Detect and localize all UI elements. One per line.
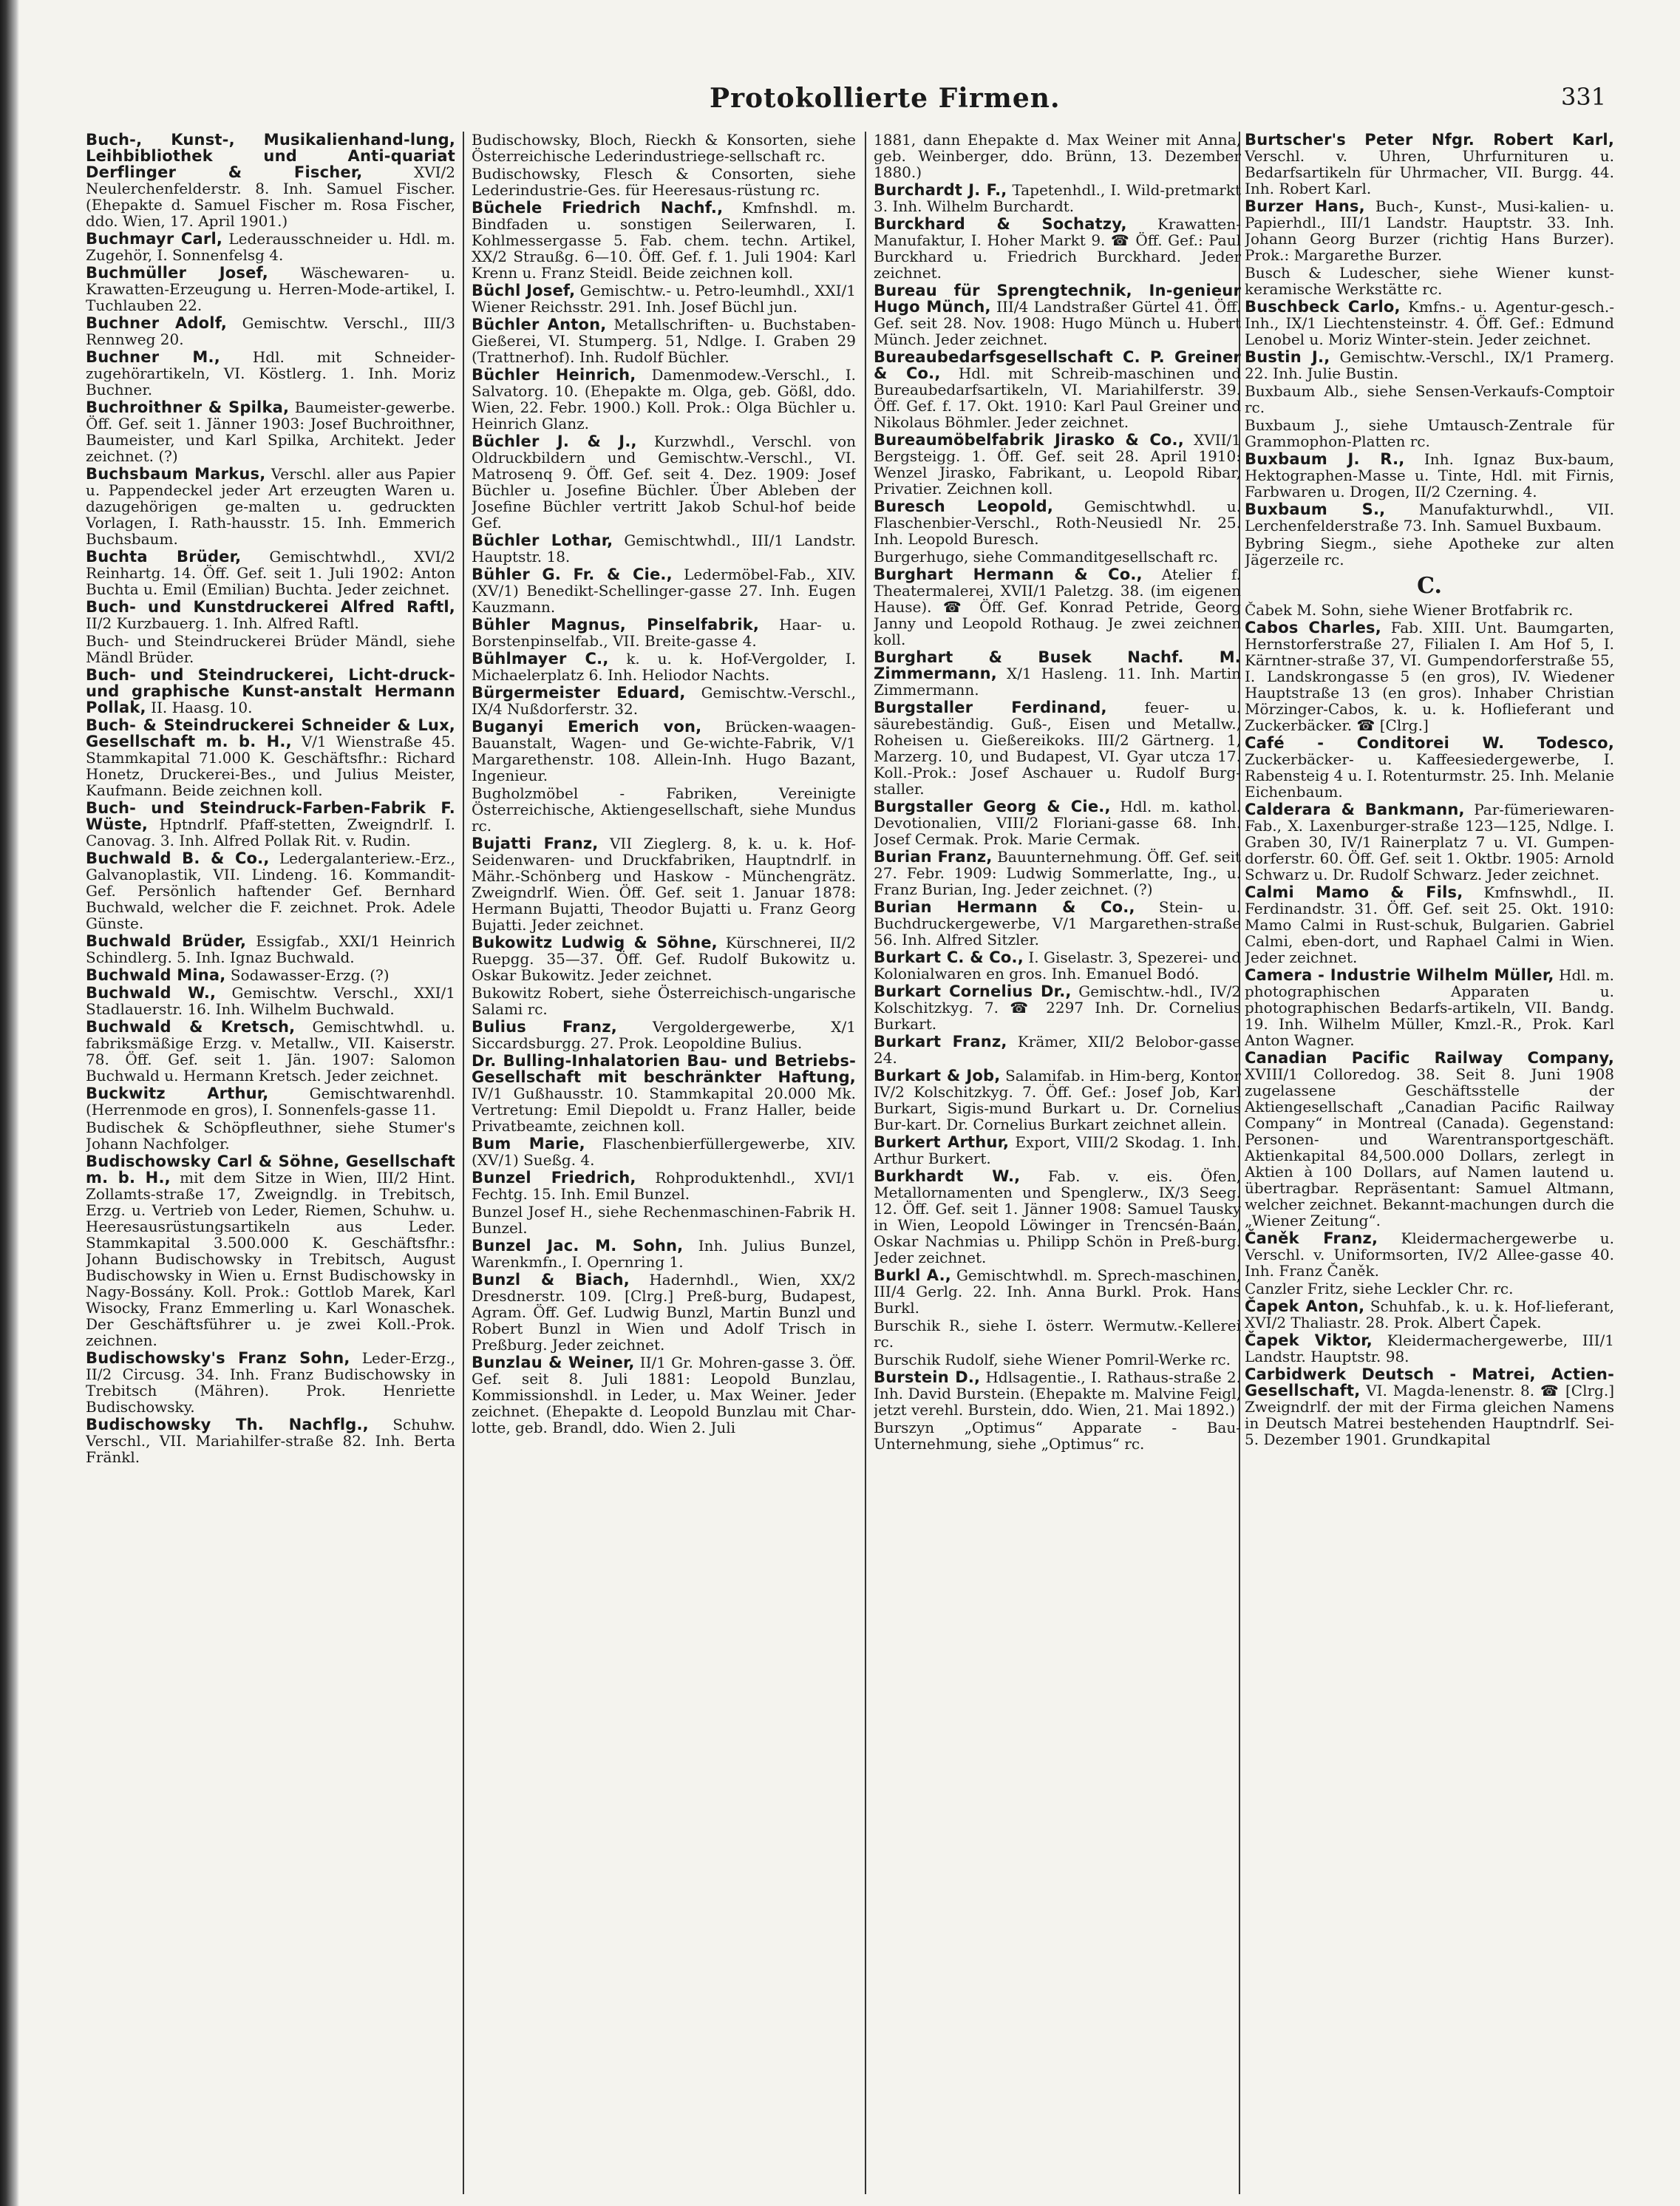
entry-text: Rohproduktenhdl., XVI/1 Fechtg. 15. Inh. Emil Bunzel. [472,1169,856,1203]
entry-text: Par-fümeriewaren-Fab., X. Laxenburger-straße 123—125, Ndlge. I. Graben 30, IV/1 Rainerplatz 7 u. VI. Gumpen-dorferstr. 60. Öff. Gef. seit 1. Oktbr. 1905: Arnold Schwarz u. Dr. Rudolf Schwarz. Jeder zeichnet. [1245,801,1614,883]
firm-entry [874,216,1241,281]
firm-name: Bunzel Friedrich, [472,1169,636,1187]
entry-text: Bunzel Josef H., siehe Rechenmaschinen-Fabrik H. Bunzel. [472,1203,856,1237]
firm-entry [472,685,856,717]
firm-entry [874,1267,1241,1316]
entry-text: II/1 Gr. Mohren-gasse 3. Öff. Gef. seit 8. Juli 1881: Leopold Bunzlau, Kommissionshdl. in Leder, u. Max Weiner. Jeder zeichnet. (Ehepakte d. Leopold Bunzlau mit Char-lotte, geb. Brandl, ddo. Wien 2. Juli [472,1354,856,1436]
firm-entry [874,1134,1241,1167]
entry-text: Hdl. m. photographischen Apparaten u. photographischen Bedarfs-artikeln, VII. Bandg. 19. Inh. Wilhelm Müller, Kmzl.-R., Prok. Karl Anton Wagner. [1245,966,1614,1049]
firm-name: Budischowsky Carl & Söhne, Gesellschaft m. b. H., [86,1153,455,1187]
firm-entry [1245,451,1614,500]
entry-text: Buch- und Steindruckerei Brüder Mändl, siehe Mändl Brüder. [86,632,455,666]
firm-name: Budischowsky Th. Nachflg., [86,1416,369,1433]
firm-entry [874,349,1241,430]
firm-entry [86,1119,455,1152]
entry-text: Atelier f. Theatermalerei, XVII/1 Paletzg. 38. (im eigenen Hause). ☎ Öff. Gef. Konrad Petride, Georg Janny und Leopold Rothaug. Je zwei zeichnen koll. [874,566,1241,648]
firm-name: Buch- & Steindruckerei Schneider & Lux, Gesellschaft m. b. H., [86,716,455,750]
entry-text: Baumeister-gewerbe. Öff. Gef. seit 1. Jänner 1903: Josef Buchroithner, Baumeister, und Karl Spilka, Architekt. Jeder zeichnet. (?) [86,398,455,465]
entry-text: Tapetenhdl., I. Wild-pretmarkt 3. Inh. Wilhelm Burchardt. [874,181,1241,215]
firm-entry [874,566,1241,648]
entry-text: Kurzwhdl., Verschl. von Oldruckbildern und Gemischtw.-Verschl., VI. Matrosenq 9. Öff. Gef. seit 4. Dez. 1909: Josef Büchler u. Josefine Büchler. Über Ableben der Josefine Büchler vertritt Jakob Schul-hof beide Gef. [472,432,856,532]
firm-name: Bureau für Sprengtechnik, In-genieur Hugo Münch, [874,282,1241,316]
firm-entry [472,1238,856,1270]
entry-text: Kleidermachergewerbe, III/1 Landstr. Hauptstr. 98. [1245,1331,1614,1365]
firm-name: Buschbeck Carlo, [1245,298,1401,316]
firm-entry [472,651,856,683]
firm-entry [874,699,1241,797]
firm-name: Buch-, Kunst-, Musikalienhand-lung, Leihbibliothek und Anti-quariat Derflinger & Fischer, [86,132,455,181]
firm-name: Buchmüller Josef, [86,264,268,282]
firm-entry [874,983,1241,1032]
entry-text: Metallschriften- u. Buchstaben-Gießerei, VI. Stumperg. 51, Ndlge. I. Graben 29 (Trattnerhof). Inh. Rudolf Büchler. [472,316,856,366]
entry-text: Kmfnshdl. m. Bindfaden u. sonstigen Seilerwaren, I. Kohlmessergasse 5. Fab. chem. techn. Artikel, XX/2 Straußg. 6—10. Öff. Gef. f. 1. Juli 1904: Karl Krenn u. Franz Steidl. Beide zeichnen koll. [472,199,856,282]
entry-text: Buxbaum Alb., siehe Sensen-Verkaufs-Comptoir rc. [1245,382,1614,416]
entry-text: XVIII/1 Colloredog. 38. Seit 8. Juni 1908 zugelassene Geschäftsstelle der Aktiengesellschaft „Canadian Pacific Railway Company“ in Montreal (Canada). Gegenstand: Personen- und Warentransportgeschäft. Aktienkapital 84,500.000 Dollars, zerlegt in Aktien à 100 Dollars, auf Namen lautend u. übertragbar. Repräsentant: Samuel Altmann, welcher zeichnet. Bekannt-machungen durch die „Wiener Zeitung“. [1245,1065,1614,1229]
entry-text: Export, VIII/2 Skodag. 1. Inh. Arthur Burkert. [874,1133,1241,1167]
entry-text: Brücken-waagen-Bauanstalt, Wagen- und Ge-wichte-Fabrik, V/1 Margarethenstr. 108. Allein-Inh. Hugo Bazant, Ingenieur. [472,718,856,784]
firm-name: Burkart & Job, [874,1067,1001,1085]
firm-entry [472,433,856,531]
firm-entry [874,432,1241,497]
entry-text: II/2 Kurzbauerg. 1. Inh. Alfred Raftl. [86,614,359,632]
firm-entry [874,899,1241,948]
firm-name: Bunzlau & Weiner, [472,1354,635,1371]
firm-name: Buch- und Steindruck-Farben-Fabrik F. Wüste, [86,799,455,833]
entry-text: feuer- u. säurebeständig. Guß-, Eisen und Metallw., Roheisen u. Gießereikoks. III/2 Gärtnerg. 1, Marzerg. 10, und Budapest, VI. Gyar utcza 17. Koll.-Prok.: Josef Aschauer u. Rudolf Burg-staller. [874,699,1241,798]
firm-name: Büchele Friedrich Nachf., [472,199,724,217]
entry-text: Canzler Fritz, siehe Leckler Chr. rc. [1245,1280,1514,1297]
firm-entry [1245,967,1614,1048]
entry-text: Budischek & Schöpfleuthner, siehe Stumer's Johann Nachfolger. [86,1119,455,1153]
firm-entry [1245,265,1614,297]
firm-entry [86,667,455,716]
firm-entry [1245,501,1614,534]
firm-name: Calmi Mamo & Fils, [1245,883,1463,901]
firm-entry [472,132,856,164]
firm-name: Burkl A., [874,1266,951,1284]
entry-text: Schuhfab., k. u. k. Hof-lieferant, XVI/2 Thaliastr. 28. Prok. Albert Čapek. [1245,1297,1614,1331]
firm-name: Buganyi Emerich von, [472,718,702,736]
firm-name: Buchner Adolf, [86,314,228,332]
firm-entry [874,498,1241,547]
firm-entry [472,719,856,784]
firm-name: Bustin J., [1245,348,1330,366]
firm-entry [874,849,1241,897]
firm-entry [874,1369,1241,1418]
firm-name: Burstein D., [874,1368,981,1386]
firm-entry [472,200,856,281]
firm-name: Bum Marie, [472,1135,585,1153]
firm-entry [472,1204,856,1236]
entry-text: II. Haasg. 10. [151,699,253,716]
firm-entry [472,617,856,649]
firm-name: Bürgermeister Eduard, [472,684,686,702]
firm-entry [86,349,455,398]
firm-entry [86,1350,455,1415]
entry-text: Gemischtwhdl. u. fabriksmäßige Erzg. v. Metallw., VII. Kaiserstr. 78. Öff. Gef. seit 1. Jän. 1907: Salomon Buchwald u. Hermann Kretsch. Jeder zeichnet. [86,1018,455,1085]
firm-name: Burghart Hermann & Co., [874,566,1143,583]
firm-entry [1245,1050,1614,1229]
entry-text: Schuhw. Verschl., VII. Mariahilfer-straße 82. Inh. Berta Fränkl. [86,1416,455,1466]
firm-name: Bunzel Jac. M. Sohn, [472,1237,684,1255]
entry-text: IV/1 Gußhausstr. 10. Stammkapital 20.000 Mk. Vertretung: Emil Diepoldt u. Franz Haller, beide Privatbeamte, zeichnen koll. [472,1085,856,1135]
firm-name: Bureaumöbelfabrik Jirasko & Co., [874,431,1184,449]
entry-text: Bybring Siegm., siehe Apotheke zur alten Jägerzeile rc. [1245,534,1614,569]
entry-text: Fab. v. eis. Öfen, Metallornamenten und Spenglerw., IX/3 Seeg. 12. Öff. Gef. seit 1. Jänner 1908: Samuel Tausky in Wien, Leopold Löwinger in Trencsén-Baán, Oskar Nachmias u. Philipp Schön in Preß-burg. Jeder zeichnet. [874,1167,1241,1266]
firm-entry [472,566,856,615]
firm-name: Buckwitz Arthur, [86,1085,269,1102]
entry-text: Leder-Erzg., II/2 Circusg. 34. Inh. Franz Budischowsky in Trebitsch (Mähren). Prok. Henriette Budischowsky. [86,1349,455,1416]
firm-entry [86,800,455,849]
entry-text: Hdl. m. kathol. Devotionalien, VIII/2 Floriani-gasse 68. Inh. Josef Cermak. Prok. Marie Cermak. [874,798,1241,848]
entry-text: Buxbaum J., siehe Umtausch-Zentrale für Grammophon-Platten rc. [1245,416,1614,450]
firm-name: Čapek Viktor, [1245,1331,1373,1349]
entry-text: Gemischtw. Verschl., III/3 Rennweg 20. [86,314,455,348]
firm-entry [874,949,1241,982]
column-4 [1245,132,1614,2194]
column-1 [86,132,455,2194]
firm-name: Budischowsky's Franz Sohn, [86,1349,350,1367]
firm-name: Burgstaller Ferdinand, [874,699,1107,716]
firm-name: Bühler G. Fr. & Cie., [472,566,673,583]
entry-text: 1881, dann Ehepakte d. Max Weiner mit Anna, geb. Weinberger, ddo. Brünn, 13. Dezember 1880.) [874,132,1241,181]
firm-entry [874,798,1241,847]
page-header [0,83,1680,127]
entry-text: Burschik R., siehe I. österr. Wermutw.-Kellerei rc. [874,1317,1241,1351]
firm-name: Bujatti Franz, [472,835,599,852]
firm-entry [874,1168,1241,1266]
entry-text: Buch-, Kunst-, Musi-kalien- u. Papierhdl., III/1 Landstr. Hauptstr. 33. Inh. Johann Georg Burzer (richtig Hans Burzer). Prok.: Margarethe Burzer. [1245,197,1614,264]
firm-name: Burkhardt W., [874,1167,1021,1185]
directory-columns [0,132,1680,2194]
firm-name: Büchler J. & J., [472,432,637,450]
firm-entry [1245,132,1614,197]
firm-entry [1245,602,1614,618]
firm-entry [874,549,1241,565]
entry-text: III/4 Landstraßer Gürtel 41. Öff. Gef. seit 28. Nov. 1908: Hugo Münch u. Hubert Münch. Jeder zeichnet. [874,298,1241,348]
entry-text: Gemischtw.-Verschl., IX/4 Nußdorferstr. 32. [472,684,856,718]
entry-text: VI. Magda-lenenstr. 8. ☎ [Clrg.] Zweigndrlf. der mit der Firma gleichen Namens in Deutsch Matrei bestehenden Hauptndrlf. Sei-5. Dezember 1901. Grundkapital [1245,1382,1614,1448]
entry-text: Hdl. mit Schneider-zugehörartikeln, VI. Köstlerg. 1. Inh. Moriz Buchner. [86,348,455,398]
firm-entry [472,316,856,365]
entry-text: Sodawasser-Erzg. (?) [230,966,390,984]
firm-name: Canadian Pacific Railway Company, [1245,1049,1614,1067]
firm-name: Buchwald & Kretsch, [86,1018,296,1036]
firm-entry [86,265,455,313]
firm-entry [1245,1298,1614,1331]
firm-entry [472,367,856,432]
entry-text: V/1 Wienstraße 45. Stammkapital 71.000 K. Geschäftsfhr.: Richard Honetz, Druckerei-Bes., und Julius Meister, Kaufmann. Beide zeichnen koll. [86,733,455,799]
column-3 [874,132,1241,2194]
firm-name: Buchwald Brüder, [86,932,247,950]
firm-entry [1245,299,1614,347]
firm-name: Bühlmayer C., [472,650,609,668]
entry-text: Gemischtwhdl., XVI/2 Reinhartg. 14. Öff. Gef. seit 1. Juli 1902: Anton Buchta u. Emil (Emilian) Buchta. Jeder zeichnet. [86,548,455,598]
entry-text: Gemischtwhdl. u. Flaschenbier-Verschl., Roth-Neusiedl Nr. 25. Inh. Leopold Buresch. [874,498,1241,548]
firm-entry [472,1272,856,1353]
firm-name: Burchardt J. F., [874,181,1007,199]
firm-entry [86,599,455,631]
firm-name: Buch- und Kunstdruckerei Alfred Raftl, [86,598,455,616]
firm-entry [1245,884,1614,965]
firm-entry [1245,620,1614,733]
firm-entry [874,282,1241,347]
firm-entry [1245,1366,1614,1448]
firm-entry [86,633,455,665]
firm-entry [472,1170,856,1202]
firm-name: Buchmayr Carl, [86,230,223,248]
entry-text: Krämer, XII/2 Belobor-gasse 24. [874,1033,1241,1067]
entry-text: Inh. Julius Bunzel, Warenkmfn., I. Opernring 1. [472,1237,856,1271]
entry-text: Gemischtwarenhdl. (Herrenmode en gros), I. Sonnenfels-gasse 11. [86,1085,455,1119]
page-number: 331 [1561,83,1607,111]
firm-entry [86,1153,455,1348]
entry-text: Budischowsky, Flesch & Consorten, siehe Lederindustrie-Ges. für Heeresaus-rüstung rc. [472,165,856,199]
firm-entry [874,1419,1241,1452]
firm-name: Büchler Lothar, [472,532,613,549]
firm-name: Buxbaum J. R., [1245,450,1405,468]
entry-text: XVI/2 Neulerchenfelderstr. 8. Inh. Samuel Fischer. (Ehepakte d. Samuel Fischer m. Rosa Fischer, ddo. Wien, 17. April 1901.) [86,163,455,230]
firm-name: Burkart Franz, [874,1033,1007,1051]
entry-text: Bukowitz Robert, siehe Österreichisch-ungarische Salami rc. [472,984,856,1018]
entry-text: Verschl. v. Uhren, Uhrfurnituren u. Bedarfsartikeln für Uhrmacher, VII. Burgg. 44. Inh. Robert Karl. [1245,147,1614,197]
entry-text: Hadernhdl., Wien, XX/2 Dresdnerstr. 109. [Clrg.] Preß-burg, Budapest, Agram. Öff. Gef. Ludwig Bunzl, Martin Bunzl und Robert Bunzl in Wien und Adolf Trisch in Preßburg. Jeder zeichnet. [472,1271,856,1354]
firm-name: Buch- und Steindruckerei, Licht-druck- und graphische Kunst-anstalt Hermann Pollak, [86,666,455,716]
firm-name: Bureaubedarfsgesellschaft C. P. Greiner & Co., [874,348,1241,382]
entry-text: k. u. k. Hof-Vergolder, I. Michaelerplatz 6. Inh. Heliodor Nachts. [472,650,856,684]
firm-name: Bühler Magnus, Pinselfabrik, [472,616,760,634]
firm-entry [1245,1280,1614,1297]
firm-entry [472,1053,856,1134]
entry-text: Fab. XIII. Unt. Baumgarten, Hernstorferstraße 27, Filialen I. Am Hof 5, I. Kärntner-straße 37, VI. Gumpendorferstraße 55, I. Landskrongasse 5 (en gros), IV. Wiedener Hauptstraße 13 (en gros). Inhaber Christian Mörzinger-Cabos, k. u. k. Hoflieferant und Zuckerbäcker. ☎ [Clrg.] [1245,619,1614,734]
firm-entry [86,967,455,983]
firm-entry [874,1034,1241,1066]
entry-text: Gemischtw.- u. Petro-leumhdl., XXI/1 Wiener Reichsstr. 291. Inh. Josef Büchl jun. [472,282,856,316]
entry-text: Manufakturwhdl., VII. Lerchenfelderstraße 73. Inh. Samuel Buxbaum. [1245,500,1614,534]
firm-entry [1245,735,1614,800]
entry-text: Vergoldergewerbe, X/1 Siccardsburgg. 27. Prok. Leopoldine Bulius. [472,1018,856,1052]
entry-text: Gemischtwhdl., III/1 Landstr. Hauptstr. 18. [472,532,856,566]
firm-entry [472,985,856,1017]
firm-name: Burkart C. & Co., [874,948,1024,966]
firm-name: Camera - Industrie Wilhelm Müller, [1245,966,1554,984]
entry-text: Wäschewaren- u. Krawatten-Erzeugung u. Herren-Mode-artikel, I. Tuchlauben 22. [86,264,455,314]
firm-name: Calderara & Bankmann, [1245,801,1465,818]
entry-text: X/1 Hasleng. 11. Inh. Martin Zimmermann. [874,665,1241,699]
firm-name: Buchroithner & Spilka, [86,398,290,416]
firm-name: Bunzl & Biach, [472,1271,630,1289]
firm-name: Buchsbaum Markus, [86,465,266,483]
firm-entry [472,785,856,834]
firm-name: Buresch Leopold, [874,498,1054,515]
firm-entry [874,1317,1241,1350]
entry-text: Kleidermachergewerbe u. Verschl. v. Uniformsorten, IV/2 Allee-gasse 40. Inh. Franz Čaněk. [1245,1229,1614,1280]
firm-name: Čapek Anton, [1245,1297,1365,1315]
entry-text: Busch & Ludescher, siehe Wiener kunst-keramische Werkstätte rc. [1245,264,1614,298]
entry-text: XVII/1 Bergsteigg. 1. Öff. Gef. seit 28. April 1910: Wenzel Jirasko, Fabrikant, u. Leopold Ribar, Privatier. Zeichnen koll. [874,431,1241,498]
firm-name: Burtscher's Peter Nfgr. Robert Karl, [1245,132,1614,149]
firm-name: Burian Hermann & Co., [874,898,1135,916]
firm-name: Buchner M., [86,348,220,366]
entry-text: Burgerhugo, siehe Commanditgesellschaft rc. [874,548,1219,566]
entry-text: Gemischtwhdl. m. Sprech-maschinen, III/4 Gerlg. 22. Inh. Anna Burkl. Prok. Hans Burkl. [874,1266,1241,1317]
entry-text: Bauunternehmung. Öff. Gef. seit 27. Febr. 1909: Ludwig Sommerlatte, Ing., u. Franz Burian, Ing. Jeder zeichnet. (?) [874,848,1241,898]
entry-text: Zuckerbäcker- u. Kaffeesiedergewerbe, I. Rabensteig 4 u. I. Rotenturmstr. 25. Inh. Melanie Eichenbaum. [1245,750,1614,801]
firm-name: Buchwald W., [86,984,217,1002]
entry-text: Čabek M. Sohn, siehe Wiener Brotfabrik rc. [1245,601,1574,619]
entry-text: Hdl. mit Schreib-maschinen und Bureaubedarfsartikeln, VI. Mariahilferstr. 39. Öff. Gef. f. 17. Okt. 1910: Karl Paul Greiner und Nikolaus Böhmler. Jeder zeichnet. [874,364,1241,431]
firm-name: Buchta Brüder, [86,548,242,566]
firm-entry [472,282,856,315]
firm-entry [874,1068,1241,1133]
firm-entry [874,1351,1241,1368]
firm-entry [1245,417,1614,449]
firm-entry [1245,535,1614,568]
entry-text: Burschik Rudolf, siehe Wiener Pomril-Werke rc. [874,1351,1231,1368]
firm-name: Bukowitz Ludwig & Söhne, [472,934,718,951]
firm-entry [86,549,455,597]
entry-text: Burszyn „Optimus“ Apparate - Bau-Unternehmung, siehe „Optimus“ rc. [874,1419,1241,1453]
firm-entry [472,1136,856,1168]
entry-text: I. Giselastr. 3, Spezerei- und Kolonialwaren en gros. Inh. Emanuel Bodó. [874,948,1241,982]
entry-text: Gemischtw.-Verschl., IX/1 Pramerg. 22. Inh. Julie Bustin. [1245,348,1614,382]
firm-entry [874,649,1241,698]
firm-entry [472,1019,856,1051]
firm-name: Cabos Charles, [1245,619,1381,637]
firm-name: Büchl Josef, [472,282,576,299]
entry-text: Kmfns.- u. Agentur-gesch.-Inh., IX/1 Liechtensteinstr. 4. Öff. Gef.: Edmund Lenobel u. Moriz Winter-stein. Jeder zeichnet. [1245,298,1614,348]
entry-text: Hptndrlf. Pfaff-stetten, Zweigndrlf. I. Canovag. 3. Inh. Alfred Pollak Rit. v. Rudin. [86,815,455,849]
entry-text: Hdlsagentie., I. Rathaus-straße 2. Inh. David Burstein. (Ehepakte m. Malvine Feigl, jetzt verehl. Burstein, ddo. Wien, 21. Mai 1892.) [874,1368,1241,1419]
firm-entry [1245,1332,1614,1365]
firm-name: Burckhard & Sochatzy, [874,215,1127,233]
firm-entry [1245,1230,1614,1279]
firm-entry [86,717,455,798]
firm-name: Büchler Heinrich, [472,366,636,384]
entry-text: Stein- u. Buchdruckergewerbe, V/1 Margarethen-straße 56. Inh. Alfred Sitzler. [874,898,1241,948]
firm-entry [86,132,455,229]
firm-name: Dr. Bulling-Inhalatorien Bau- und Betriebs-Gesellschaft mit beschränkter Haftung, [472,1052,856,1086]
firm-entry [86,1416,455,1465]
firm-name: Café - Conditorei W. Todesco, [1245,734,1614,752]
firm-name: Čaněk Franz, [1245,1229,1378,1247]
entry-text: Salamifab. in Him-berg, Kontor IV/2 Kolschitzkyg. 7. Öff. Gef.: Josef Job, Karl Burkart, Sigis-mund Burkart u. Dr. Cornelius Bur-kart. Dr. Cornelius Burkart zeichnet allein. [874,1067,1241,1133]
firm-entry [472,1354,856,1436]
firm-name: Buxbaum S., [1245,500,1386,518]
section-letter: C. [1417,573,1442,599]
entry-text: Ledergalanteriew.-Erz., Galvanoplastik, VII. Lindeng. 16. Kommandit-Gef. Persönlich haftender Gef. Bernhard Buchwald, welcher die F. zeichnet. Prok. Adele Günste. [86,849,455,932]
firm-entry [472,934,856,983]
entry-text: Bugholzmöbel - Fabriken, Vereinigte Österreichische, Aktiengesellschaft, siehe Mundus rc. [472,784,856,835]
firm-name: Buchwald Mina, [86,966,226,984]
firm-entry [1245,198,1614,263]
entry-text: Kmfnswhdl., II. Ferdinandstr. 31. Öff. Gef. seit 25. Okt. 1910: Mamo Calmi in Rust-schuk, Bulgarien. Gabriel Calmi, eben-dort, und Raphael Calmi in Wien. Jeder zeichnet. [1245,883,1614,966]
column-2 [472,132,856,2194]
firm-entry [1245,349,1614,381]
firm-entry [86,399,455,464]
entry-text: Inh. Ignaz Bux-baum, Hektographen-Masse u. Tinte, Hdl. mit Firnis, Farbwaren u. Drogen, II/2 Czerning. 4. [1245,450,1614,500]
entry-text: Flaschenbierfüllergewerbe, XIV. (XV/1) Sueßg. 4. [472,1135,856,1169]
firm-entry [86,1085,455,1118]
firm-entry [86,315,455,347]
entry-text: Ledermöbel-Fab., XIV. (XV/1) Benedikt-Schellinger-gasse 27. Inh. Eugen Kauzmann. [472,566,856,616]
firm-entry [86,231,455,263]
firm-name: Büchler Anton, [472,316,607,333]
firm-entry [874,132,1241,180]
firm-entry [1245,383,1614,415]
entry-text: Krawatten-Manufaktur, I. Hoher Markt 9. ☎ Öff. Gef.: Paul Burckhard u. Friedrich Burckhard. Jeder zeichnet. [874,215,1241,282]
firm-entry [1245,801,1614,883]
entry-text: Lederausschneider u. Hdl. m. Zugehör, I. Sonnenfelsg 4. [86,230,455,264]
entry-text: Budischowsky, Bloch, Rieckh & Konsorten, siehe Österreichische Lederindustriege-sellschaft rc. [472,132,856,165]
firm-entry [874,182,1241,214]
firm-name: Burghart & Busek Nachf. M. Zimmermann, [874,648,1241,682]
firm-name: Buchwald B. & Co., [86,849,270,867]
entry-text: mit dem Sitze in Wien, III/2 Hint. Zollamts-straße 17, Zweigndlg. in Trebitsch, Erzg. u. Vertrieb von Leder, Riemen, Schuhw. u. Heeresausrüstungsartikeln aus Leder. Stammkapital 3.500.000 K. Geschäftsfhr.: Johann Budischowsky in Trebitsch, August Budischowsky in Wien u. Ernst Budischowsky in Nagy-Bossány. Koll. Prok.: Gottlob Marek, Karl Wisocky, Franz Emmerling u. Karl Wonaschek. Der Geschäftsführer u. je zwei Koll.-Prok. zeichnen. [86,1169,455,1349]
firm-entry [86,1019,455,1084]
entry-text: Verschl. aller aus Papier u. Pappendeckel jeder Art erzeugten Waren u. dazugehörigen ge-malten u. gedruckten Vorlagen, I. Rath-hausstr. 15. Inh. Emmerich Buchsbaum. [86,465,455,548]
entry-text: VII Zieglerg. 8, k. u. k. Hof-Seidenwaren- und Druckfabriken, Hauptndrlf. in Mähr.-Schönberg und Haskow - Münchengrätz. Zweigndrlf. Wien. Öff. Gef. seit 1. Januar 1878: Hermann Bujatti, Theodor Bujatti u. Franz Georg Bujatti. Jeder zeichnet. [472,835,856,934]
firm-entry [472,532,856,565]
firm-entry [86,466,455,547]
firm-entry [86,850,455,931]
entry-text: Kürschnerei, II/2 Ruepgg. 35—37. Öff. Gef. Rudolf Bukowitz u. Oskar Bukowitz. Jeder zeichnet. [472,934,856,984]
firm-name: Burian Franz, [874,848,993,866]
firm-entry [86,985,455,1017]
firm-name: Burgstaller Georg & Cie., [874,798,1111,815]
firm-entry [472,835,856,933]
entry-text: Damenmodew.-Verschl., I. Salvatorg. 10. (Ehepakte m. Olga, geb. Gößl, ddo. Wien, 22. Febr. 1900.) Koll. Prok.: Olga Büchler u. Heinrich Glanz. [472,366,856,432]
firm-name: Burkert Arthur, [874,1133,1010,1151]
firm-entry [86,933,455,965]
running-title: Protokollierte Firmen. [710,83,1061,114]
entry-text: Gemischtw.-hdl., IV/2 Kolschitzkyg. 7. ☎ 2297 Inh. Dr. Cornelius Burkart. [874,982,1241,1033]
firm-entry [472,166,856,198]
firm-name: Carbidwerk Deutsch - Matrei, Actien-Gesellschaft, [1245,1365,1614,1399]
entry-text: Essigfab., XXI/1 Heinrich Schindlerg. 5. Inh. Ignaz Buchwald. [86,932,455,966]
firm-name: Burkart Cornelius Dr., [874,982,1072,1000]
firm-name: Burzer Hans, [1245,197,1365,215]
entry-text: Haar- u. Borstenpinselfab., VII. Breite-gasse 4. [472,616,856,650]
firm-name: Bulius Franz, [472,1018,617,1036]
entry-text: Gemischtw. Verschl., XXI/1 Stadlauerstr. 16. Inh. Wilhelm Buchwald. [86,984,455,1018]
